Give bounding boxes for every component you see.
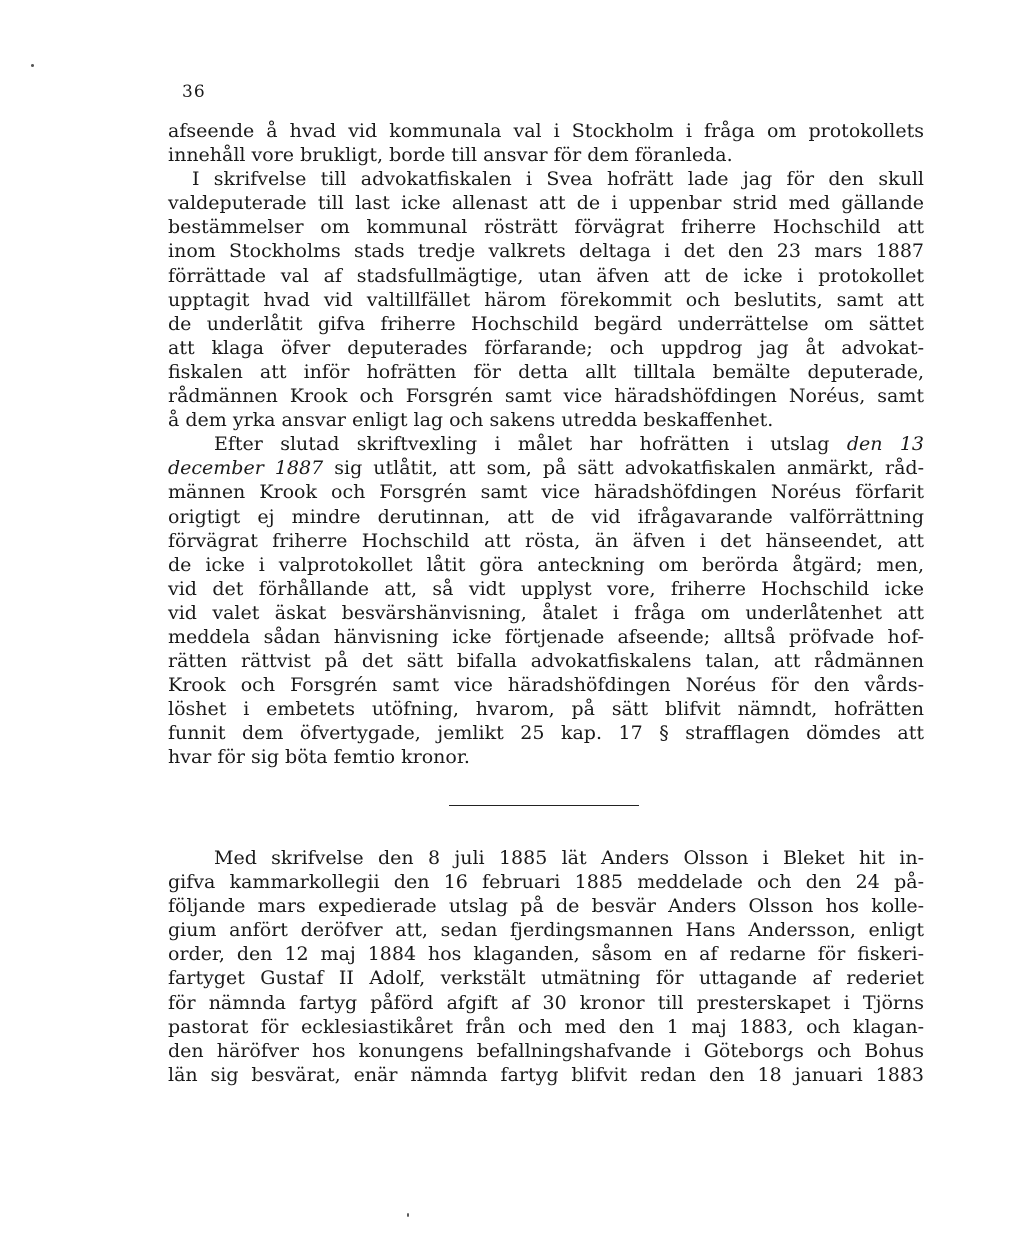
text-line: [168, 649, 924, 673]
text-line: [168, 480, 924, 504]
text-line: [168, 529, 924, 553]
text-run: fiskalen att inför hofrätten för detta allt tilltala bemälte deputerade,: [168, 360, 924, 383]
text-line: [168, 966, 924, 990]
stray-mark: [407, 1213, 409, 1217]
text-line: [168, 456, 924, 480]
page-number: 36: [182, 82, 206, 102]
text-line: [168, 1015, 924, 1039]
text-line: [168, 312, 924, 336]
text-line: [168, 1039, 924, 1063]
text-line: [168, 288, 924, 312]
text-line: [168, 239, 924, 263]
text-line: [168, 143, 924, 167]
italic-text: den 13: [846, 433, 924, 456]
text-line: [168, 167, 924, 191]
text-line: [168, 721, 924, 745]
section-divider: [449, 805, 639, 806]
text-line: [168, 432, 924, 456]
text-run: Krook och Forsgrén samt vice häradshöfdingen Noréus för den vårds-: [168, 674, 924, 697]
text-line: [168, 191, 924, 215]
text-run: sig utlåtit, att som, på sätt advokatfiskalen anmärkt, råd-: [323, 457, 924, 480]
text-line: [168, 384, 924, 408]
text-run: att klaga öfver deputerades förfarande; och uppdrog jag åt advokat-: [168, 336, 924, 359]
text-run: Med skrifvelse den 8 juli 1885 lät Anders Olsson i Bleket hit in-: [214, 847, 924, 869]
text-run: inom Stockholms stads tredje valkrets deltaga i det den 23 mars 1887: [168, 240, 924, 263]
text-line: [168, 846, 924, 870]
text-run: förvägrat friherre Hochschild att rösta, än äfven i det hänseendet, att: [168, 529, 924, 552]
text-run: följande mars expedierade utslag på de besvär Anders Olsson hos kolle-: [168, 895, 924, 918]
text-run: innehåll vore brukligt, borde till ansvar för dem föranleda.: [168, 144, 733, 167]
text-run: de icke i valprotokollet låtit göra anteckning om berörda åtgärd; men,: [168, 553, 924, 576]
text-line: [168, 870, 924, 894]
text-line: [168, 505, 924, 529]
text-line: [168, 408, 924, 432]
text-run: fartyget Gustaf II Adolf, verkstält utmätning för uttagande af rederiet: [168, 967, 924, 990]
text-run: å dem yrka ansvar enligt lag och sakens utredda beskaffenhet.: [168, 409, 774, 432]
text-run: afseende å hvad vid kommunala val i Stockholm i fråga om protokollets: [168, 120, 924, 142]
text-run: gifva kammarkollegii den 16 februari 1885 meddelade och den 24 på-: [168, 871, 924, 894]
paragraph-block-1: [168, 119, 924, 770]
text-run: löshet i embetets utöfning, hvarom, på sätt blifvit nämndt, hofrätten: [168, 698, 924, 721]
text-run: den häröfver hos konungens befallningshafvande i Göteborgs och Bohus: [168, 1039, 924, 1062]
text-line: [168, 215, 924, 239]
text-line: [168, 991, 924, 1015]
text-run: order, den 12 maj 1884 hos klaganden, såsom en af redarne för fiskeri-: [168, 943, 924, 966]
text-line: [168, 601, 924, 625]
text-line: [168, 1063, 924, 1087]
text-run: för nämnda fartyg påförd afgift af 30 kronor till presterskapet i Tjörns: [168, 991, 924, 1014]
text-line: [168, 745, 924, 769]
text-run: hvar för sig böta femtio kronor.: [168, 746, 470, 769]
text-line: [168, 553, 924, 577]
paragraph-block-2: [168, 846, 924, 1087]
text-line: [168, 264, 924, 288]
text-run: förrättade val af stadsfullmägtige, utan äfven att de icke i protokollet: [168, 264, 924, 287]
text-run: I skrifvelse till advokatfiskalen i Svea hofrätt lade jag för den skull: [192, 168, 924, 191]
text-line: [168, 942, 924, 966]
text-run: rätten rättvist på det sätt bifalla advokatfiskalens talan, att rådmännen: [168, 650, 924, 673]
text-line: [168, 336, 924, 360]
text-run: funnit dem öfvertygade, jemlikt 25 kap. 17 § strafflagen dömdes att: [168, 722, 924, 745]
text-run: de underlåtit gifva friherre Hochschild begärd underrättelse om sättet: [168, 312, 924, 335]
text-run: bestämmelser om kommunal rösträtt förvägrat friherre Hochschild att: [168, 216, 924, 239]
text-line: [168, 918, 924, 942]
text-line: [168, 697, 924, 721]
text-run: Efter slutad skriftvexling i målet har hofrätten i utslag: [214, 433, 847, 456]
text-run: upptagit hvad vid valtillfället härom förekommit och beslutits, samt att: [168, 288, 924, 311]
text-line: [168, 673, 924, 697]
text-run: valdeputerade till last icke allenast att de i uppenbar strid med gällande: [168, 192, 924, 215]
text-line: [168, 894, 924, 918]
text-run: männen Krook och Forsgrén samt vice häradshöfdingen Noréus förfarit: [168, 481, 924, 504]
text-run: rådmännen Krook och Forsgrén samt vice häradshöfdingen Noréus, samt: [168, 385, 924, 408]
stray-mark: [31, 64, 34, 67]
text-line: [168, 360, 924, 384]
text-run: origtigt ej mindre derutinnan, att de vid ifrågavarande valförrättning: [168, 505, 924, 528]
text-line: [168, 625, 924, 649]
text-line: [168, 577, 924, 601]
text-run: vid valet äskat besvärshänvisning, åtalet i fråga om underlåtenhet att: [168, 601, 924, 624]
text-run: meddela sådan hänvisning icke förtjenade afseende; alltså pröfvade hof-: [168, 625, 924, 648]
text-line: [168, 119, 924, 143]
text-run: län sig besvärat, enär nämnda fartyg blifvit redan den 18 januari 1883: [168, 1063, 924, 1086]
italic-text: december 1887: [168, 457, 324, 480]
text-run: vid det förhållande att, så vidt upplyst vore, friherre Hochschild icke: [168, 577, 924, 600]
text-run: gium anfört deröfver att, sedan fjerdingsmannen Hans Andersson, enligt: [168, 919, 924, 942]
text-run: pastorat för ecklesiastikåret från och med den 1 maj 1883, och klagan-: [168, 1015, 924, 1038]
